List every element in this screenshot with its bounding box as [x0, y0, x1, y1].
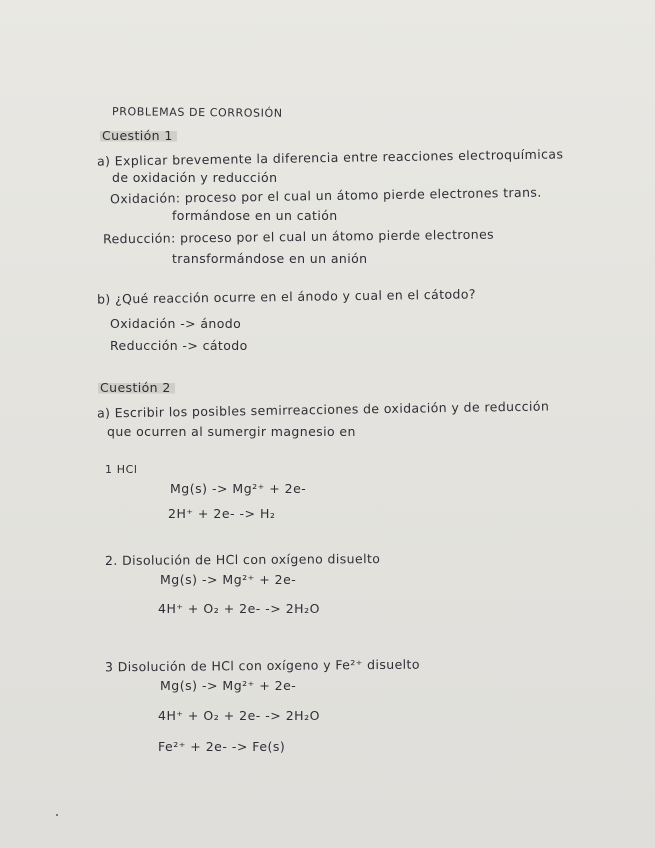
ink-dot — [56, 814, 58, 816]
q1-part-b-question: b) ¿Qué reacción ocurre en el ánodo y cual en el cátodo? — [96, 286, 477, 307]
page-title: PROBLEMAS DE CORROSIÓN — [111, 105, 283, 120]
q1-part-b-answer-2: Reducción -> cátodo — [110, 338, 248, 353]
oxidation-definition-line-2: formándose en un catión — [172, 208, 338, 223]
q1-part-a-line-1: a) Explicar brevemente la diferencia entre reacciones electroquímicas — [96, 146, 564, 169]
case-1-equation-2: 2H⁺ + 2e- -> H₂ — [168, 506, 276, 521]
case-2-equation-2: 4H⁺ + O₂ + 2e- -> 2H₂O — [158, 601, 320, 616]
reduction-definition-line-1: Reducción: proceso por el cual un átomo pierde electrones — [102, 226, 495, 247]
oxidation-definition-line-1: Oxidación: proceso por el cual un átomo pierde electrones trans. — [109, 184, 542, 207]
question-1-heading-text: Cuestión 1 — [100, 128, 177, 143]
q1-part-b-answer-1: Oxidación -> ánodo — [110, 316, 242, 331]
reduction-definition-line-2: transformándose en un anión — [172, 251, 368, 266]
case-3-label: 3 Disolución de HCl con oxígeno y Fe²⁺ disuelto — [104, 656, 420, 675]
q1-part-a-line-2: de oxidación y reducción — [112, 170, 278, 185]
case-1-equation-1: Mg(s) -> Mg²⁺ + 2e- — [170, 481, 307, 496]
case-2-equation-1: Mg(s) -> Mg²⁺ + 2e- — [160, 572, 297, 587]
q2-part-a-line-2: que ocurren al sumergir magnesio en — [107, 424, 356, 439]
question-2-heading-text: Cuestión 2 — [98, 380, 175, 395]
case-2-label: 2. Disolución de HCl con oxígeno disuelto — [104, 551, 381, 568]
question-1-heading — [100, 128, 177, 143]
case-3-equation-3: Fe²⁺ + 2e- -> Fe(s) — [158, 739, 286, 754]
case-1-label: 1 HCl — [105, 463, 138, 476]
case-3-equation-1: Mg(s) -> Mg²⁺ + 2e- — [160, 678, 297, 693]
q2-part-a-line-1: a) Escribir los posibles semirreacciones de oxidación y de reducción — [96, 398, 550, 421]
case-3-equation-2: 4H⁺ + O₂ + 2e- -> 2H₂O — [158, 708, 320, 723]
question-2-heading — [98, 380, 175, 395]
